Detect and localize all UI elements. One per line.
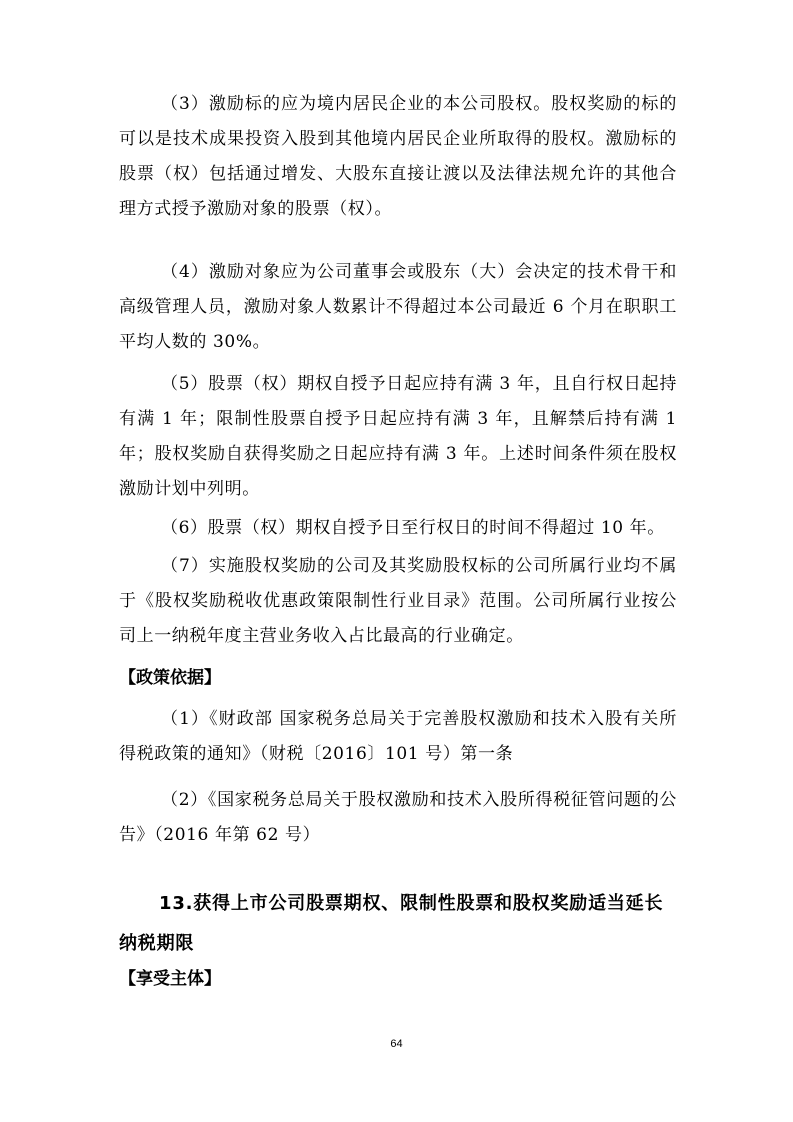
paragraph-item-5: （5）股票（权）期权自授予日起应持有满 3 年，且自行权日起持有满 1 年；限制性股票自授予日起应持有满 3 年，且解禁后持有满 1 年；股权奖励自获得奖励之日起应持有满 3 年。上述时间条件须在股权激励计划中列明。 [119,374,677,499]
paragraph-item-6: （6）股票（权）期权自授予日至行权日的时间不得超过 10 年。 [161,518,665,538]
paragraph-item-3: （3）激励标的应为境内居民企业的本公司股权。股权奖励的标的可以是技术成果投资入股到其他境内居民企业所取得的股权。激励标的股票（权）包括通过增发、大股东直接让渡以及法律法规允许的其他合理方式授予激励对象的股票（权）。 [119,94,677,219]
page-number: 64 [390,1038,403,1050]
policy-basis-item-2: （2）《国家税务总局关于股权激励和技术入股所得税征管问题的公告》（2016 年第 62 号） [119,790,677,845]
policy-basis-heading: 【政策依据】 [119,668,221,688]
policy-basis-item-1: （1）《财政部 国家税务总局关于完善股权激励和技术入股有关所得税政策的通知》（财税〔2016〕101 号）第一条 [119,709,677,764]
paragraph-item-4: （4）激励对象应为公司董事会或股东（大）会决定的技术骨干和高级管理人员，激励对象人数累计不得超过本公司最近 6 个月在职职工平均人数的 30%。 [119,262,677,352]
section-title: 13.获得上市公司股票期权、限制性股票和股权奖励适当延长纳税期限 [119,893,664,954]
paragraph-item-7: （7）实施股权奖励的公司及其奖励股权标的公司所属行业均不属于《股权奖励税收优惠政策限制性行业目录》范围。公司所属行业按公司上一纳税年度主营业务收入占比最高的行业确定。 [119,556,677,646]
beneficiary-heading: 【享受主体】 [119,969,221,989]
